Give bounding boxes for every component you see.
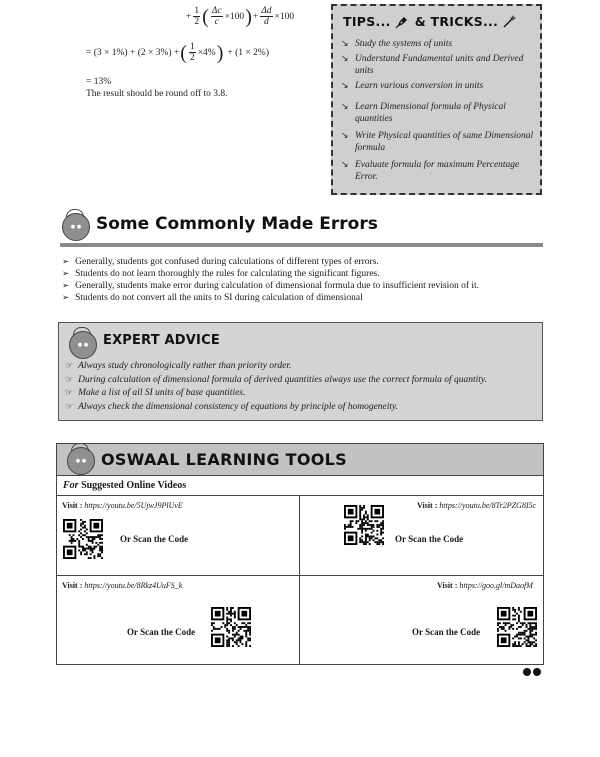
- list-item: ➢ Generally, students got confused during calculations of different types of errors.: [62, 257, 379, 267]
- video-link-3[interactable]: Visit : https://youtu.be/8Rkz4UuFS_k: [62, 581, 183, 590]
- qr-code-icon[interactable]: [497, 607, 537, 647]
- list-item: ↘ Write Physical quantities of same Dimensional formula: [341, 131, 534, 153]
- list-item: ➢ Students do not learn thoroughly the rules for calculating the significant figures.: [62, 269, 380, 279]
- plus-sign: +: [186, 11, 192, 22]
- pen-nib-icon: [395, 15, 409, 29]
- video-link-2[interactable]: Visit : https://youtu.be/8Tr2PZG8I5c: [417, 501, 537, 510]
- scan-code-label: Or Scan the Code: [395, 534, 464, 544]
- pointing-hand-icon: ☞: [65, 388, 74, 398]
- equation-row-2: = (3 × 1%) + (2 × 3%) + ( $\frac{1}{2}$ ×4% ) + (1 × 2%): [86, 41, 269, 64]
- pointing-hand-icon: ☞: [65, 361, 74, 371]
- list-item: ☞ Make a list of all SI units of base quantities.: [65, 387, 487, 401]
- oswaal-badge-icon: ● ●: [62, 213, 90, 241]
- equation-result: = 13%: [86, 77, 112, 87]
- delta-d-fraction: $\frac{\Delta d}{d}$: [261, 6, 272, 27]
- pointing-hand-icon: ☞: [65, 374, 74, 385]
- qr-code-icon[interactable]: [63, 519, 103, 559]
- list-item: ↘ Learn various conversion in units: [341, 81, 484, 91]
- equation-row-1: + $\frac{1}{2}$ ( $\frac{\Delta c}{c}$ ×100 ) + $\frac{\Delta d}{d}$ ×100: [186, 5, 295, 28]
- learning-tools-header: [57, 444, 543, 476]
- video-link-1[interactable]: Visit : https://youtu.be/5UjwJ9PlUvE: [62, 501, 183, 510]
- scan-code-label: Or Scan the Code: [127, 627, 196, 637]
- learning-tools-title: OSWAAL LEARNING TOOLS: [101, 450, 347, 469]
- tips-list: [341, 38, 537, 183]
- arrowhead-bullet-icon: ➢: [62, 257, 70, 267]
- tips-and-tricks-box: [331, 4, 542, 195]
- list-item: ➢ Generally, students make error during calculation of dimensional formula due to insufficient revision of it.: [62, 281, 480, 291]
- advice-list: [65, 360, 487, 414]
- pointing-hand-icon: ☞: [65, 401, 74, 412]
- arrowhead-bullet-icon: ➢: [62, 269, 70, 279]
- learning-tools-subtitle: For Suggested Online Videos: [63, 480, 187, 491]
- oswaal-badge-icon: ● ●: [69, 331, 97, 359]
- arrowhead-bullet-icon: ➢: [62, 281, 70, 291]
- list-item: ☞ Always check the dimensional consistency of equations by principle of homogeneity.: [65, 401, 487, 415]
- half-fraction: $\frac{1}{2}$: [194, 6, 200, 27]
- curved-arrow-icon: ↘: [341, 102, 349, 112]
- curved-arrow-icon: ↘: [341, 131, 349, 141]
- scan-code-label: Or Scan the Code: [120, 534, 189, 544]
- learning-tools-box: [56, 443, 544, 665]
- arrowhead-bullet-icon: ➢: [62, 293, 70, 303]
- errors-list: [62, 256, 479, 304]
- section-title-errors: Some Commonly Made Errors: [96, 214, 378, 234]
- video-link-4[interactable]: Visit : https://goo.gl/mDaofM: [437, 581, 533, 590]
- section-divider: [60, 243, 543, 247]
- oswaal-badge-icon: ● ●: [67, 447, 95, 475]
- magic-wand-icon: [502, 15, 516, 29]
- rounding-note: The result should be round off to 3.8.: [86, 89, 228, 99]
- curved-arrow-icon: ↘: [341, 81, 349, 91]
- list-item: ➢ Students do not convert all the units to SI during calculation of dimensional: [62, 293, 363, 303]
- list-item: ↘ Understand Fundamental units and Derived units: [341, 54, 524, 76]
- qr-code-icon[interactable]: [344, 505, 384, 545]
- curved-arrow-icon: ↘: [341, 160, 349, 170]
- list-item: ↘ Evaluate formula for maximum Percentage Error.: [341, 160, 520, 182]
- list-item: ↘ Study the systems of units: [341, 39, 453, 49]
- curved-arrow-icon: ↘: [341, 39, 349, 49]
- tips-heading: TIPS... & TRICKS...: [343, 14, 516, 29]
- half-fraction: $\frac{1}{2}$: [189, 42, 195, 63]
- list-item: ☞ During calculation of dimensional formula of derived quantities always use the correct formula of quantity.: [65, 374, 487, 388]
- list-item: ↘ Learn Dimensional formula of Physical quantities: [341, 102, 506, 124]
- expert-advice-title: EXPERT ADVICE: [103, 333, 220, 348]
- page-end-dots: [523, 668, 541, 676]
- delta-c-fraction: $\frac{\Delta c}{c}$: [211, 6, 222, 27]
- qr-code-icon[interactable]: [211, 607, 251, 647]
- curved-arrow-icon: ↘: [341, 54, 349, 64]
- scan-code-label: Or Scan the Code: [412, 627, 481, 637]
- list-item: ☞ Always study chronologically rather than priority order.: [65, 360, 487, 374]
- expert-advice-box: [58, 322, 543, 421]
